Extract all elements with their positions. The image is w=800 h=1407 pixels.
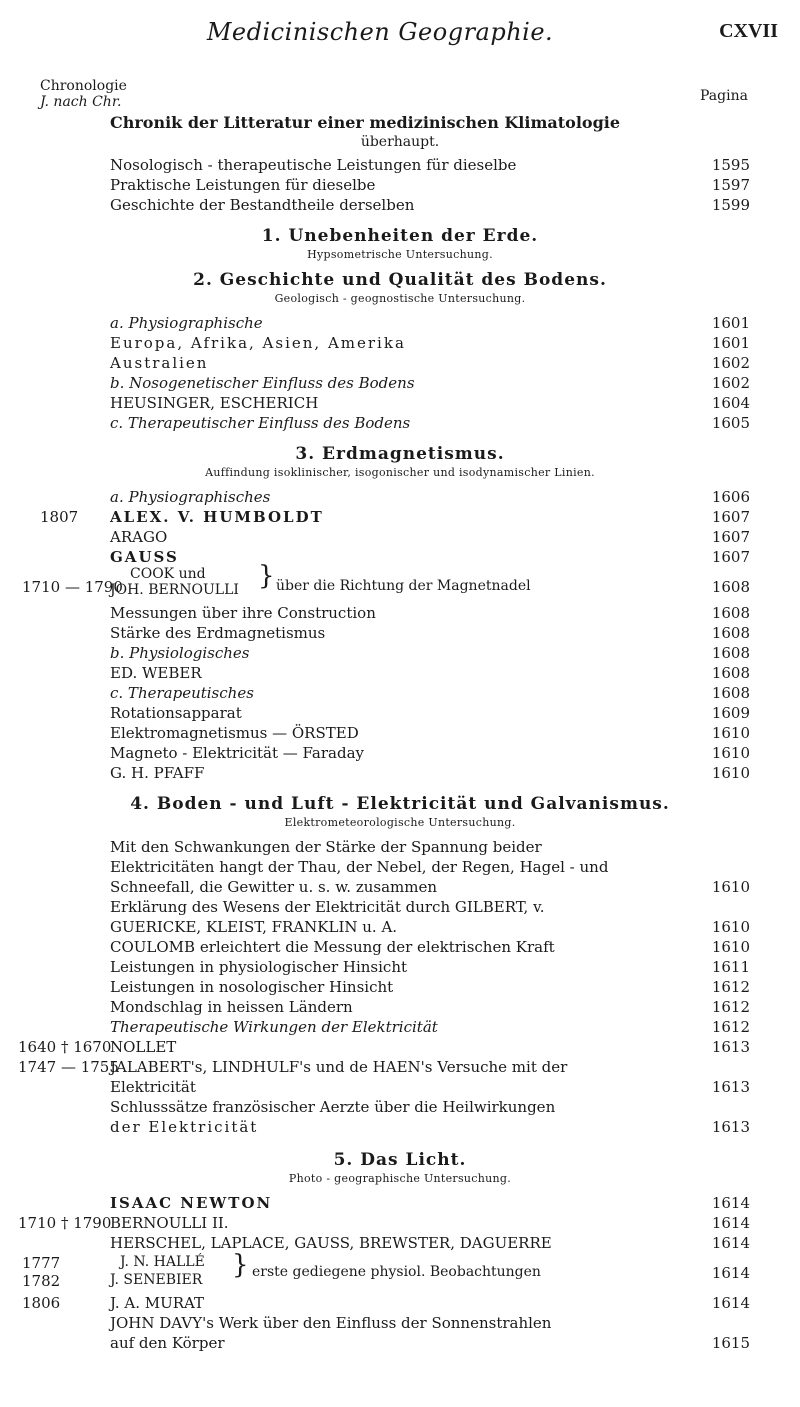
- section-heading: 2. Geschichte und Qualität des Bodens.: [193, 270, 607, 290]
- year-label: 1747 — 1755: [18, 1058, 119, 1076]
- year-label: 1782: [22, 1272, 61, 1290]
- author-senebier: J. SENEBIER: [110, 1272, 203, 1288]
- year-label: 1710 † 1790: [18, 1214, 112, 1232]
- page-number: CXVII: [719, 20, 778, 42]
- section-sub: Hypsometrische Untersuchung.: [307, 248, 493, 261]
- bracket-text: über die Richtung der Magnetnadel: [276, 578, 531, 594]
- section-sub: Auffindung isoklinischer, isogonischer und isodynamischer Linien.: [205, 466, 595, 479]
- author-bernoulli: JOH. BERNOULLI: [110, 582, 239, 598]
- year-label: 1777: [22, 1254, 61, 1272]
- document-page: Medicinischen Geographie. CXVII Chronologie J. nach Chr. Pagina Chronik der Litteratur einer medizinischen Klimatologie überhaupt. Nosologisch - therapeutische Leistungen für dieselbe 1595 Praktische Leistungen für dieselbe 1597 Geschichte der Bestandtheile derselben 1599 1. Unebenheiten der Erde. Hypsometrische Untersuchung. 2. Geschichte und Qualität des Bodens. Geologisch - geognostische Untersuchung. a. Physiographische 1601 Europa, Afrika, Asien, Amerika 1601 Australien 1602 b. Nosogenetischer Einfluss des Bodens 1602 HEUSINGER, ESCHERICH 1604 c. Therapeutischer Einfluss des Bodens 1605 3. Erdmagnetismus. Auffindung isoklinischer, isogonischer und isodynamischer Linien. a. Physiographisches 1606 1807 ALEX. V. HUMBOLDT 1607 ARAGO 1607 GAUSS 1607 1710 — 1790 COOK und JOH. BERNOULLI } über die Richtung der Magnetnadel 1608 Messungen über ihre Construction 1608 Stärke des Erdmagnetismus 1608 b. Physiologisches 1608 ED. WEBER 1608 c. Therapeutisches 1608 Rotationsapparat 1609 Elektromagnetismus — ÖRSTED 1610 Magneto - Elektricität — Faraday 1610 G. H. PFAFF 1610 4. Boden - und Luft - Elektricität und Galvanismus. Elektrometeorologische Untersuchung. Mit den Schwankungen der Stärke der Spannung beider Elektricitäten hangt der Thau, der Nebel, der Regen, Hagel - und Schneefall, die Gewitter u. s. w. zusammen 1610 Erklärung des Wesens der Elektricität durch GILBERT, v. GUERICKE, KLEIST, FRANKLIN u. A. 1610 COULOMB erleichtert die Messung der elektrischen Kraft 1610 Leistungen in physiologischer Hinsicht 1611 Leistungen in nosologischer Hinsicht 1612 Mondschlag in heissen Ländern 1612 Therapeutische Wirkungen der Elektricität 1612 1640 † 1670 NOLLET 1613 1747 — 1755 JALABERT's, LINDHULF's und de HAEN's Versuche mit der Elektricität 1613 Schlusssätze französischer Aerzte über die Heilwirkungen der Elektricität 1613 5. Das Licht. Photo - geographische Untersuchung. ISAAC NEWTON 1614 1710 † 1790 BERNOULLI II. 1614 HERSCHEL, LAPLACE, GAUSS, BREWSTER, DAGUERRE 1614 1777 1782 J. N. HALLÉ J. SENEBIER } erste gediegene physiol. Beobachtungen 1614 1806 J. A. MURAT 1614 JOHN DAVY's Werk über den Einfluss der Sonnenstrahlen auf den Körper 1615: [0, 0, 800, 1407]
- section-heading: 1. Unebenheiten der Erde.: [261, 226, 539, 246]
- section-sub: Geologisch - geognostische Untersuchung.: [274, 292, 526, 305]
- section-sub: Elektrometeorologische Untersuchung.: [284, 816, 516, 829]
- section-heading: 3. Erdmagnetismus.: [295, 444, 505, 464]
- year-label: 1807: [40, 508, 79, 526]
- year-label: 1806: [22, 1294, 61, 1312]
- brace: }: [258, 561, 275, 591]
- running-head: [0, 18, 800, 58]
- chronik-sub: überhaupt.: [360, 134, 440, 150]
- section-sub: Photo - geographische Untersuchung.: [288, 1172, 512, 1185]
- column-chronologie: Chronologie: [40, 78, 127, 94]
- author-halle: J. N. HALLÉ: [120, 1254, 205, 1270]
- bracket-text: erste gediegene physiol. Beobachtungen: [252, 1264, 541, 1280]
- page-title: Medicinischen Geographie.: [206, 18, 554, 46]
- page-ref: 1608: [711, 578, 750, 596]
- author-cook: COOK und: [130, 566, 206, 582]
- year-label: 1640 † 1670: [18, 1038, 112, 1056]
- column-nach-chr: J. nach Chr.: [40, 94, 122, 110]
- section-heading: 4. Boden - und Luft - Elektricität und Galvanismus.: [130, 794, 670, 814]
- brace: }: [232, 1250, 249, 1280]
- column-pagina: Pagina: [700, 88, 748, 104]
- section-heading: 5. Das Licht.: [333, 1150, 467, 1170]
- page-ref: 1614: [711, 1264, 750, 1282]
- year-label: 1710 — 1790: [22, 578, 123, 596]
